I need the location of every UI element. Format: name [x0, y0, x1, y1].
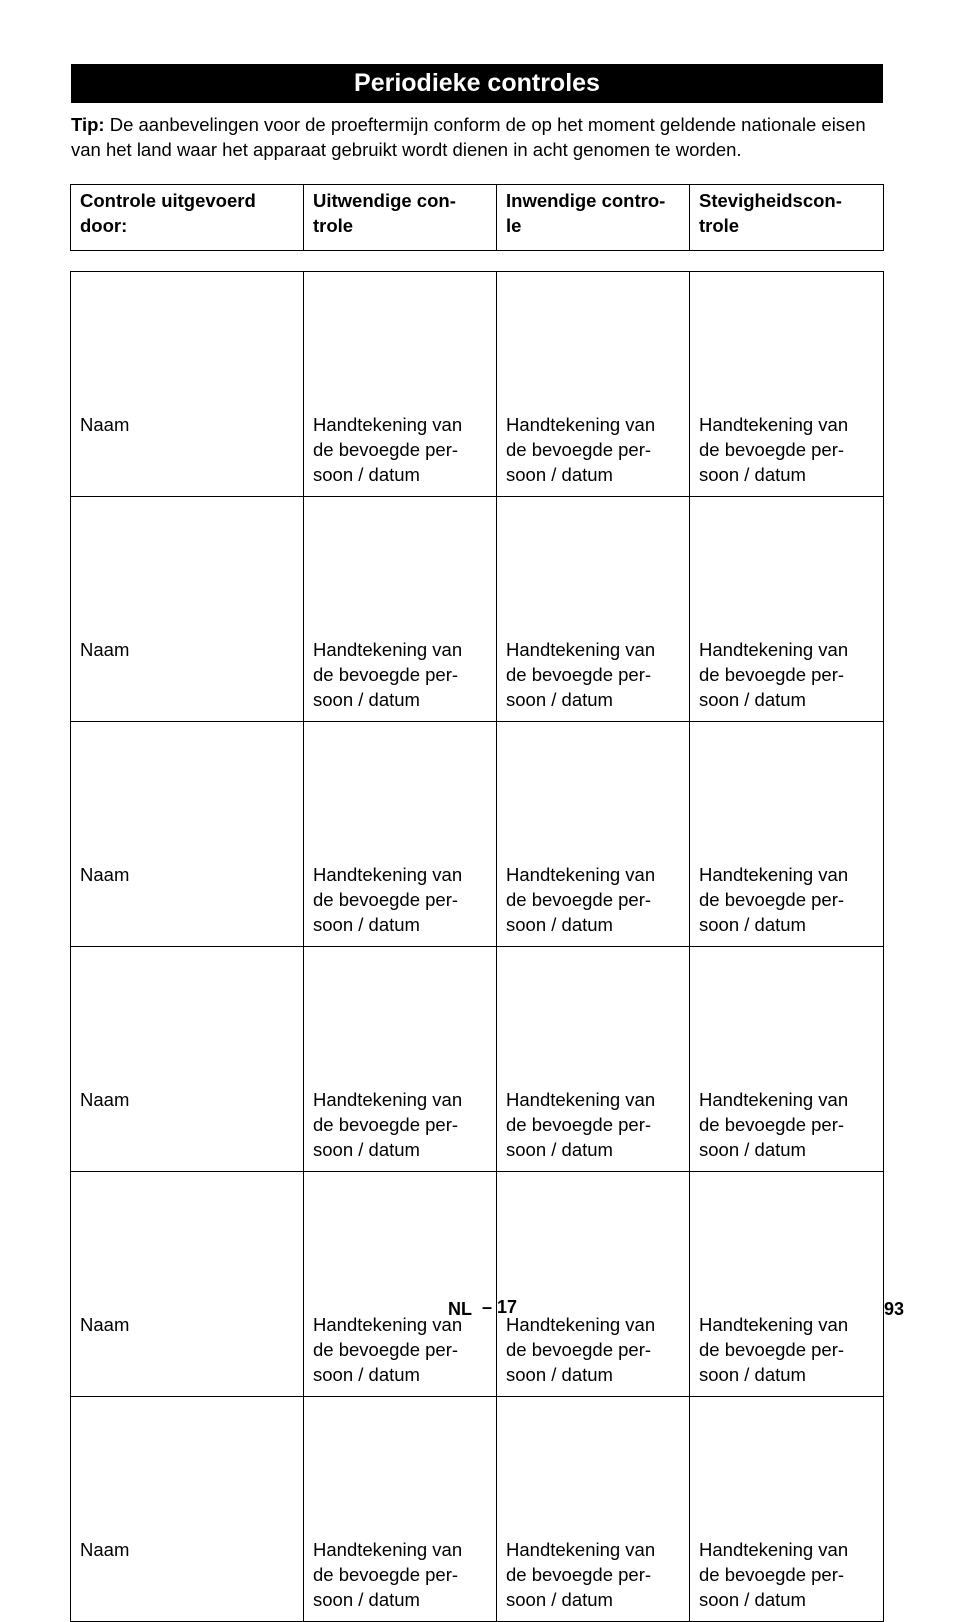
header-strength-check: Stevigheidscon- trole [690, 185, 884, 251]
name-cell: Naam [71, 272, 304, 497]
signature-cell-strength: Handtekening van de bevoegde per- soon / datum [690, 1172, 884, 1397]
header-row [71, 185, 884, 251]
signature-cell-external: Handtekening van de bevoegde per- soon / datum [304, 272, 497, 497]
table-row [71, 1172, 884, 1397]
signature-cell-strength: Handtekening van de bevoegde per- soon / datum [690, 947, 884, 1172]
tip-paragraph [71, 112, 891, 162]
signature-cell-internal: Handtekening van de bevoegde per- soon / datum [497, 1397, 690, 1622]
signature-cell-external: Handtekening van de bevoegde per- soon / datum [304, 1172, 497, 1397]
signature-cell-strength: Handtekening van de bevoegde per- soon / datum [690, 722, 884, 947]
signature-cell-internal: Handtekening van de bevoegde per- soon / datum [497, 497, 690, 722]
signature-cell-strength: Handtekening van de bevoegde per- soon / datum [690, 1397, 884, 1622]
name-cell: Naam [71, 1397, 304, 1622]
inspection-table [70, 271, 884, 1622]
header-table [70, 184, 884, 251]
footer-language: NL [448, 1299, 472, 1319]
header-performed-by: Controle uitgevoerd door: [71, 185, 304, 251]
tip-label: Tip: [71, 114, 105, 135]
footer-section-page: – 17 [482, 1297, 518, 1317]
signature-cell-external: Handtekening van de bevoegde per- soon / datum [304, 497, 497, 722]
signature-cell-internal: Handtekening van de bevoegde per- soon / datum [497, 947, 690, 1172]
header-internal-check: Inwendige contro- le [497, 185, 690, 251]
table-row [71, 722, 884, 947]
page-number: 93 [884, 1299, 905, 1319]
signature-cell-strength: Handtekening van de bevoegde per- soon / datum [690, 272, 884, 497]
signature-cell-internal: Handtekening van de bevoegde per- soon / datum [497, 722, 690, 947]
name-cell: Naam [71, 497, 304, 722]
name-cell: Naam [71, 947, 304, 1172]
tip-text: De aanbevelingen voor de proeftermijn conform de op het moment geldende nationale eisen van het land waar het apparaat gebruikt wordt dienen in acht genomen te worden. [71, 114, 866, 160]
name-cell: Naam [71, 722, 304, 947]
signature-cell-strength: Handtekening van de bevoegde per- soon / datum [690, 497, 884, 722]
signature-cell-external: Handtekening van de bevoegde per- soon / datum [304, 947, 497, 1172]
table-row [71, 1397, 884, 1622]
name-cell: Naam [71, 1172, 304, 1397]
table-row [71, 272, 884, 497]
header-external-check: Uitwendige con- trole [304, 185, 497, 251]
table-row [71, 497, 884, 722]
table-row [71, 947, 884, 1172]
signature-cell-internal: Handtekening van de bevoegde per- soon / datum [497, 272, 690, 497]
signature-cell-internal: Handtekening van de bevoegde per- soon / datum [497, 1172, 690, 1397]
signature-cell-external: Handtekening van de bevoegde per- soon / datum [304, 722, 497, 947]
signature-cell-external: Handtekening van de bevoegde per- soon / datum [304, 1397, 497, 1622]
page-title: Periodieke controles [71, 64, 883, 103]
